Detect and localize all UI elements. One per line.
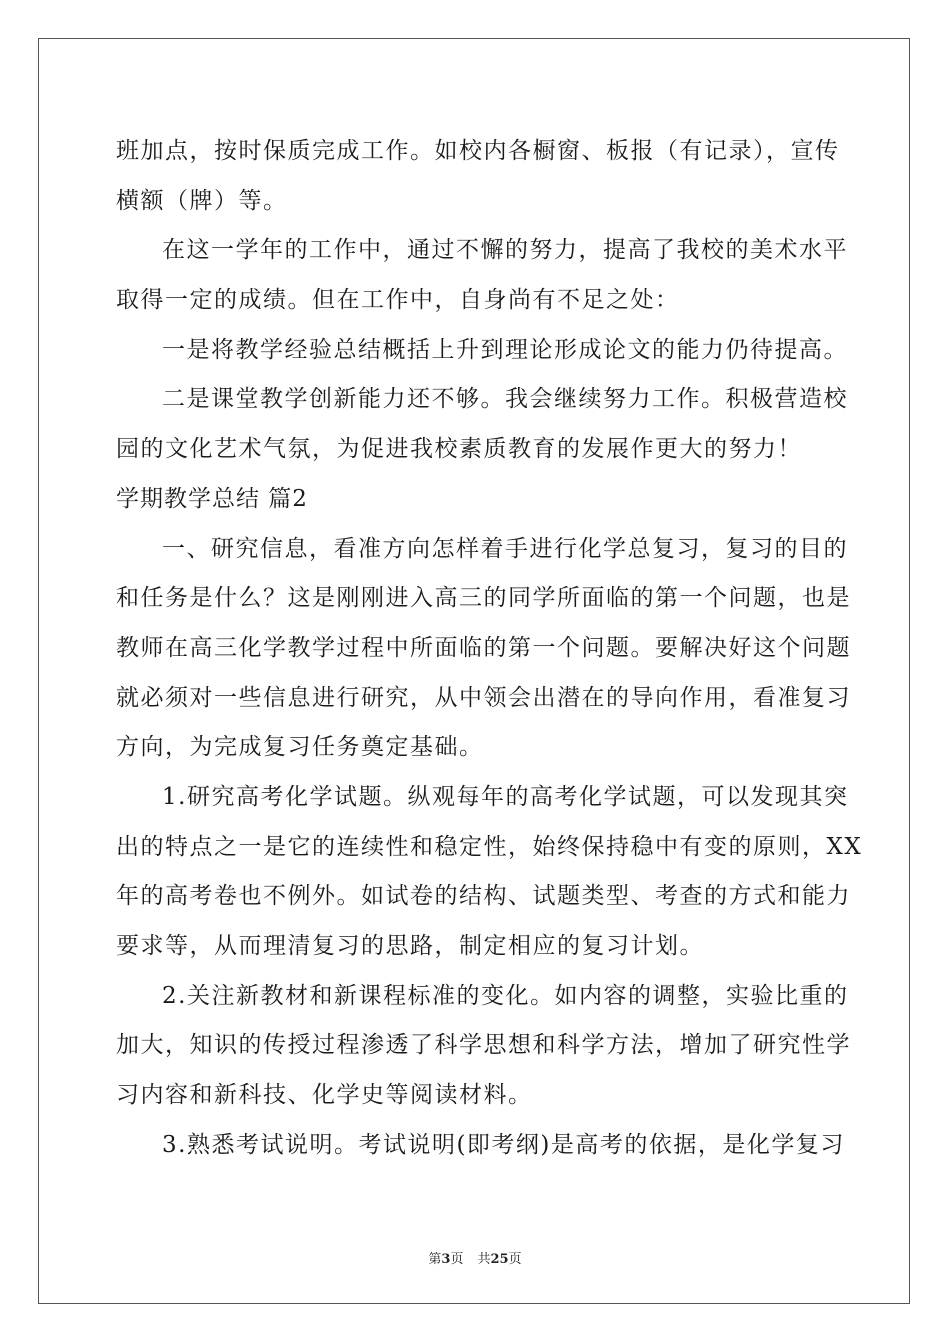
body-line: 习内容和新科技、化学史等阅读材料。 (116, 1082, 533, 1109)
body-line: 就必须对一些信息进行研究，从中领会出潜在的导向作用，看准复习 (116, 684, 851, 711)
page-suffix: 页 (450, 1252, 464, 1267)
body-line: 加大，知识的传授过程渗透了科学思想和科学方法，增加了研究性学 (116, 1032, 851, 1059)
body-line: 园的文化艺术气氛，为促进我校素质教育的发展作更大的努力！ (116, 436, 802, 463)
paragraph-start-line: 1.研究高考化学试题。纵观每年的高考化学试题，可以发现其突 (162, 783, 849, 810)
body-line: 出的特点之一是它的连续性和稳定性，始终保持稳中有变的原则，XX (116, 833, 863, 860)
body-line: 班加点，按时保质完成工作。如校内各橱窗、板报（有记录），宣传 (116, 138, 840, 164)
body-line: 和任务是什么？这是刚刚进入高三的同学所面临的第一个问题，也是 (116, 585, 851, 612)
paragraph-start-line: 2.关注新教材和新课程标准的变化。如内容的调整，实验比重的 (162, 982, 849, 1009)
paragraph-start-line: 二是课堂教学创新能力还不够。我会继续努力工作。积极营造校 (162, 386, 848, 413)
paragraph-start-line: 一是将教学经验总结概括上升到理论形成论文的能力仍待提高。 (162, 336, 848, 363)
page-footer (0, 1248, 950, 1267)
page-number: 3 (441, 1252, 451, 1267)
total-pages: 25 (490, 1252, 509, 1267)
body-line: 方向，为完成复习任务奠定基础。 (116, 734, 484, 761)
body-line: 教师在高三化学教学过程中所面临的第一个问题。要解决好这个问题 (116, 634, 851, 661)
total-prefix: 共 (477, 1252, 491, 1267)
paragraph-start-line: 3.熟悉考试说明。考试说明(即考纲)是高考的依据，是化学复习 (162, 1131, 845, 1158)
total-suffix: 页 (508, 1252, 522, 1267)
body-line: 要求等，从而理清复习的思路，制定相应的复习计划。 (116, 933, 704, 959)
body-line: 年的高考卷也不例外。如试卷的结构、试题类型、考查的方式和能力 (116, 883, 851, 910)
document-body (116, 127, 863, 1170)
section-heading: 学期教学总结 篇2 (116, 485, 308, 512)
body-line: 横额（牌）等。 (116, 187, 288, 214)
body-line: 取得一定的成绩。但在工作中，自身尚有不足之处： (116, 287, 680, 314)
paragraph-start-line: 在这一学年的工作中，通过不懈的努力，提高了我校的美术水平 (162, 237, 848, 264)
paragraph-start-line: 一、研究信息，看准方向怎样着手进行化学总复习，复习的目的 (162, 535, 848, 562)
page-prefix: 第 (428, 1252, 442, 1267)
